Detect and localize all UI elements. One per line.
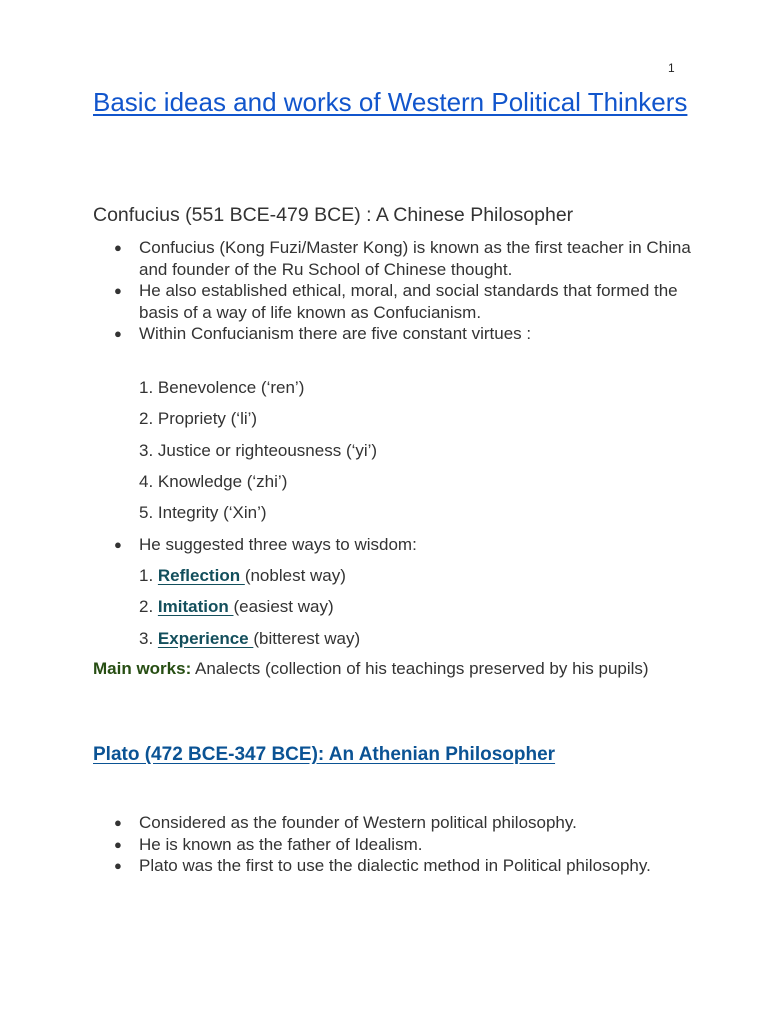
plato-heading[interactable]: Plato (472 BCE-347 BCE): An Athenian Philosopher xyxy=(93,744,556,765)
bullet-icon: ● xyxy=(114,326,122,341)
list-item xyxy=(93,834,693,856)
list-item xyxy=(93,280,693,323)
bullet-text: He suggested three ways to wisdom: xyxy=(139,535,417,554)
bullet-text: Confucius (Kong Fuzi/Master Kong) is known as the first teacher in China and founder of the Ru School of Chinese thought. xyxy=(139,238,691,279)
confucius-heading: Confucius (551 BCE-479 BCE) : A Chinese Philosopher xyxy=(93,204,574,226)
list-item xyxy=(93,534,693,556)
reflection-link[interactable]: Reflection xyxy=(157,566,245,585)
main-works-text: Analects (collection of his teachings preserved by his pupils) xyxy=(191,659,649,678)
list-item xyxy=(93,323,693,345)
list-item xyxy=(93,812,693,834)
virtue-item: 2. Propriety (‘li’) xyxy=(139,409,258,429)
bullet-text: He also established ethical, moral, and social standards that formed the basis of a way of life known as Confucianism. xyxy=(139,281,678,322)
wisdom-way-item xyxy=(139,565,360,596)
virtue-item: 1. Benevolence (‘ren’) xyxy=(139,378,305,397)
item-description: (noblest way) xyxy=(244,566,346,585)
virtues-list xyxy=(139,377,377,533)
list-item xyxy=(93,855,693,877)
bullet-icon: ● xyxy=(114,240,122,255)
item-description: (easiest way) xyxy=(233,597,334,617)
bullet-text: Plato was the first to use the dialectic method in Political philosophy. xyxy=(139,856,651,875)
main-works-paragraph xyxy=(93,658,683,680)
confucius-bullet-list xyxy=(93,237,693,345)
bullet-icon: ● xyxy=(114,283,122,298)
plato-bullet-list xyxy=(93,812,693,877)
bullet-text: He is known as the father of Idealism. xyxy=(139,834,423,854)
virtue-item: 3. Justice or righteousness (‘yi’) xyxy=(139,440,378,460)
wisdom-bullet-list xyxy=(93,534,693,556)
item-number: 3. xyxy=(139,628,158,648)
bullet-text: Within Confucianism there are five constant virtues : xyxy=(139,324,532,343)
item-number: 2. xyxy=(139,597,158,617)
document-title[interactable]: Basic ideas and works of Western Political Thinkers xyxy=(93,87,688,117)
bullet-text: Considered as the founder of Western political philosophy. xyxy=(139,813,577,832)
item-number: 1. xyxy=(139,566,158,585)
item-description: (bitterest way) xyxy=(253,628,361,648)
wisdom-ways-list xyxy=(139,565,360,659)
bullet-icon: ● xyxy=(114,537,122,552)
bullet-icon: ● xyxy=(114,858,122,873)
experience-link[interactable]: Experience xyxy=(157,628,254,648)
page-number: 1 xyxy=(668,61,675,75)
virtue-item: 5. Integrity (‘Xin’) xyxy=(139,503,267,523)
bullet-icon: ● xyxy=(114,815,122,830)
main-works-label: Main works: xyxy=(93,659,192,678)
wisdom-way-item xyxy=(139,628,360,659)
wisdom-way-item xyxy=(139,596,360,627)
virtue-item: 4. Knowledge (‘zhi’) xyxy=(139,471,288,491)
imitation-link[interactable]: Imitation xyxy=(157,597,234,617)
bullet-icon: ● xyxy=(114,836,122,852)
list-item xyxy=(93,237,693,280)
